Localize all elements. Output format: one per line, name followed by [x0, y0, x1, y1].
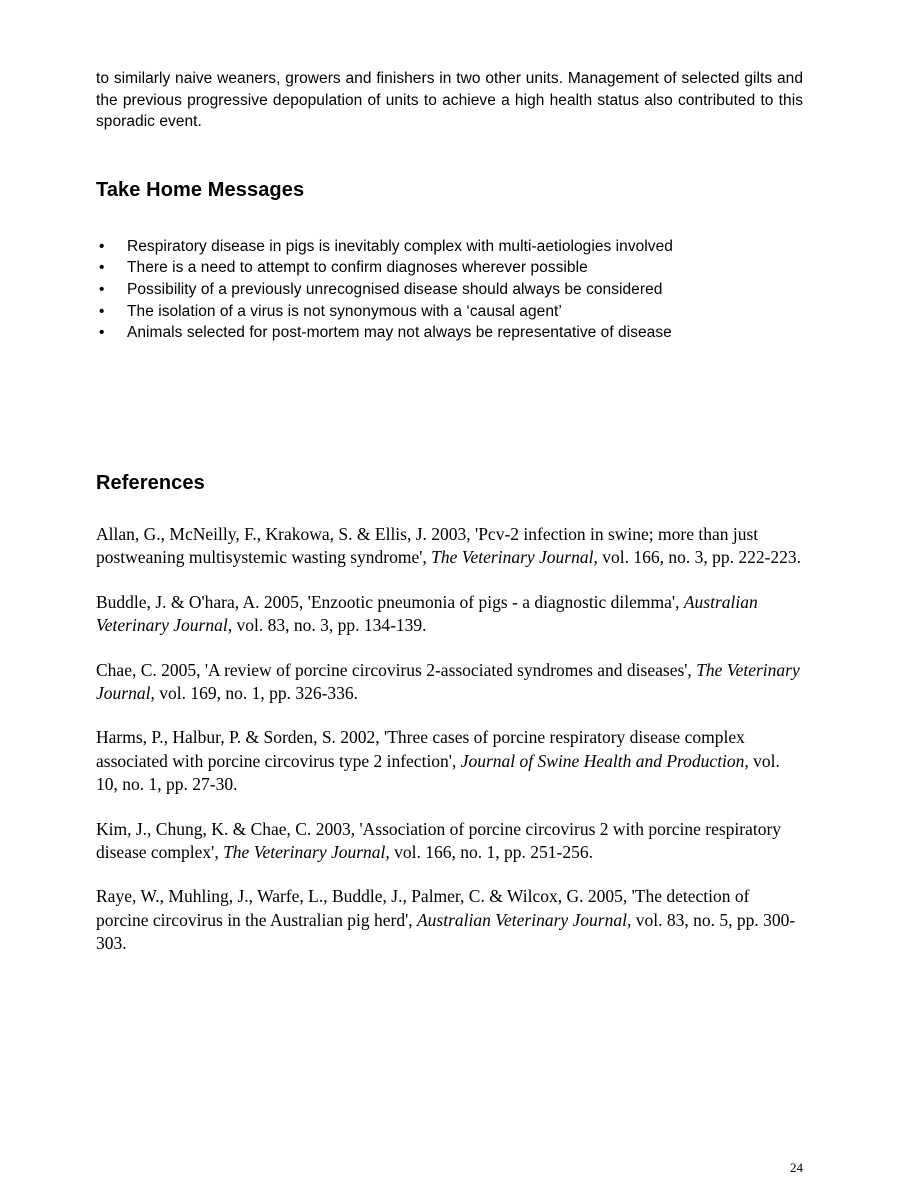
- references-heading: References: [96, 472, 205, 495]
- reference-journal-title: The Veterinary Journal,: [223, 842, 390, 863]
- reference-journal-title: Australian Veterinary Journal,: [96, 591, 758, 636]
- list-item-label: There is a need to attempt to confirm diagnoses wherever possible: [127, 259, 588, 277]
- list-item-label: Possibility of a previously unrecognised disease should always be considered: [127, 280, 663, 298]
- page-content: [96, 68, 803, 956]
- references-list: [96, 523, 803, 956]
- page-number: 24: [790, 1160, 803, 1175]
- references-section: [96, 472, 803, 956]
- reference-text-post: vol. 166, no. 3, pp. 222-223.: [597, 547, 802, 568]
- take-home-messages-list: [96, 236, 803, 345]
- reference-entry: [96, 523, 803, 570]
- reference-text-post: vol. 169, no. 1, pp. 326-336.: [154, 683, 359, 704]
- reference-entry: [96, 818, 803, 865]
- reference-text-post: vol. 83, no. 3, pp. 134-139.: [232, 615, 427, 636]
- reference-text-pre: Allan, G., McNeilly, F., Krakowa, S. & Ellis, J. 2003, 'Pcv-2 infection in swine; more than just postweaning multisystemic wasting syndrome',: [96, 524, 759, 568]
- reference-journal-title: Journal of Swine Health and Production,: [460, 750, 749, 771]
- reference-text-post: vol. 166, no. 1, pp. 251-256.: [389, 842, 593, 863]
- list-item: [96, 301, 803, 323]
- reference-text-pre: Harms, P., Halbur, P. & Sorden, S. 2002, 'Three cases of porcine respiratory disease complex associated with porcine circovirus type 2 infection',: [96, 727, 745, 771]
- reference-entry: [96, 885, 803, 955]
- bullet-icon: •: [99, 280, 105, 298]
- reference-text-pre: Chae, C. 2005, 'A review of porcine circovirus 2-associated syndromes and diseases',: [96, 659, 697, 680]
- list-item: [96, 279, 803, 301]
- list-item: [96, 257, 803, 279]
- bullet-icon: •: [99, 237, 105, 255]
- take-home-messages-heading: Take Home Messages: [96, 178, 305, 201]
- reference-entry: [96, 659, 803, 706]
- reference-entry: [96, 726, 803, 796]
- reference-text-pre: Buddle, J. & O'hara, A. 2005, 'Enzootic pneumonia of pigs - a diagnostic dilemma',: [96, 591, 684, 612]
- list-item-label: Animals selected for post-mortem may not always be representative of disease: [127, 324, 672, 342]
- reference-journal-title: Australian Veterinary Journal,: [416, 909, 632, 930]
- reference-text-pre: Kim, J., Chung, K. & Chae, C. 2003, 'Association of porcine circovirus 2 with porcine respiratory disease complex',: [96, 818, 782, 863]
- reference-journal-title: The Veterinary Journal,: [431, 547, 598, 568]
- bullet-icon: •: [99, 324, 105, 342]
- list-item-label: Respiratory disease in pigs is inevitably complex with multi-aetiologies involved: [127, 237, 673, 255]
- list-item: [96, 322, 803, 344]
- reference-entry: [96, 591, 803, 638]
- list-item-label: The isolation of a virus is not synonymous with a ‘causal agent’: [127, 302, 562, 320]
- reference-text-post: vol. 10, no. 1, pp. 27-30.: [96, 750, 780, 795]
- bullet-icon: •: [99, 302, 105, 320]
- bullet-icon: •: [99, 259, 105, 277]
- intro-paragraph: to similarly naive weaners, growers and finishers in two other units. Management of selected gilts and the previous progressive depopulation of units to achieve a high health status also contributed to this sporadic event.: [96, 70, 803, 130]
- reference-text-post: vol. 83, no. 5, pp. 300-303.: [96, 909, 796, 954]
- reference-journal-title: The Veterinary Journal,: [96, 659, 800, 704]
- list-item: [96, 236, 803, 258]
- reference-text-pre: Raye, W., Muhling, J., Warfe, L., Buddle, J., Palmer, C. & Wilcox, G. 2005, 'The detection of porcine circovirus in the Australian pig herd',: [96, 886, 750, 930]
